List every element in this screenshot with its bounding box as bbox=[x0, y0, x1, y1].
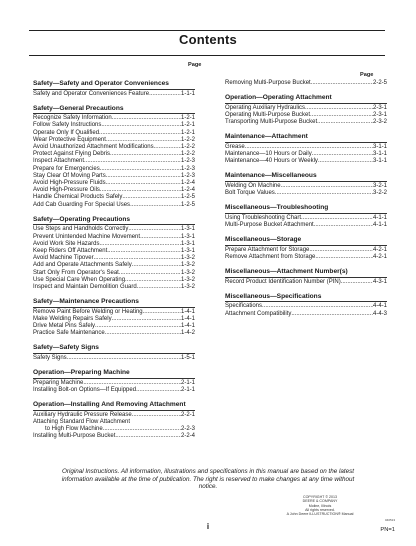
entry-page-number: 3-1-1 bbox=[372, 151, 387, 158]
dot-leader bbox=[83, 380, 181, 387]
toc-entry[interactable] bbox=[33, 166, 195, 173]
entry-page-number: 1-5-1 bbox=[180, 354, 195, 361]
entry-title: Using Troubleshooting Chart bbox=[225, 214, 302, 221]
dot-leader bbox=[100, 166, 181, 173]
entry-page-number: 1-2-3 bbox=[180, 172, 195, 179]
entry-page-number: 1-2-1 bbox=[180, 122, 195, 129]
dot-leader bbox=[143, 309, 181, 316]
dot-leader bbox=[67, 355, 181, 362]
page-title: Contents bbox=[179, 32, 237, 47]
dot-leader bbox=[149, 91, 181, 98]
entry-title: Make Welding Repairs Safely bbox=[33, 315, 112, 322]
dot-leader bbox=[310, 112, 373, 119]
entry-title: Attaching Standard Flow Attachment bbox=[33, 418, 131, 425]
entry-page-number: 1-2-4 bbox=[180, 187, 195, 194]
toc-entry[interactable] bbox=[33, 248, 195, 255]
dot-leader bbox=[128, 226, 181, 233]
entry-title: Removing Multi-Purpose Bucket bbox=[225, 80, 311, 86]
dot-leader bbox=[341, 279, 373, 286]
disclaimer-text: Original Instructions. All information, illustrations and specifications in this manual are based on the latest information available at the time of publication. The right is reserved to make changes at any time without notice. bbox=[61, 468, 355, 491]
entry-title: Avoid Machine Tipover bbox=[33, 255, 94, 262]
entry-page-number: 2-3-2 bbox=[372, 119, 387, 126]
section-title: Safety—Safety and Operator Conveniences bbox=[33, 80, 195, 90]
dot-leader bbox=[115, 433, 181, 440]
entry-title: Add Cab Guarding For Special Uses bbox=[33, 201, 131, 208]
dot-leader bbox=[317, 119, 373, 126]
toc-entry[interactable] bbox=[33, 387, 195, 394]
entry-page-number: 4-4-3 bbox=[372, 310, 387, 317]
title-rule-top bbox=[29, 30, 385, 31]
dot-leader bbox=[315, 254, 373, 261]
entry-title: Operating Multi-Purpose Bucket bbox=[225, 111, 311, 118]
toc-entry[interactable] bbox=[33, 309, 195, 316]
dot-leader bbox=[125, 277, 181, 284]
toc-section bbox=[225, 204, 387, 229]
entry-title: Handle Chemical Products Safely bbox=[33, 194, 123, 201]
toc-entry[interactable] bbox=[33, 234, 195, 241]
toc-entry[interactable] bbox=[33, 226, 195, 233]
entry-title: Avoid High-Pressure Fluids bbox=[33, 180, 106, 187]
dot-leader bbox=[100, 187, 181, 194]
dot-leader bbox=[106, 180, 181, 187]
entry-title: Follow Safety Instructions bbox=[33, 122, 102, 129]
pn-code: PN=1 bbox=[380, 527, 395, 533]
toc-entry[interactable] bbox=[33, 194, 195, 201]
toc-section bbox=[33, 105, 195, 209]
toc-entry[interactable] bbox=[33, 151, 195, 158]
entry-page-number: 4-1-1 bbox=[372, 222, 387, 229]
toc-section bbox=[33, 216, 195, 291]
entry-title: Inspect Attachment bbox=[33, 158, 85, 165]
toc-entry[interactable] bbox=[225, 190, 387, 197]
toc-section bbox=[225, 94, 387, 126]
toc-entry[interactable] bbox=[225, 311, 387, 318]
entry-page-number: 1-2-1 bbox=[180, 115, 195, 122]
toc-entry[interactable] bbox=[33, 158, 195, 165]
toc-entry[interactable] bbox=[225, 254, 387, 261]
copyright-line: A John Deere ILLUSTRUCTION® Manual bbox=[286, 512, 354, 517]
toc-entry[interactable] bbox=[225, 144, 387, 151]
entry-page-number: 1-3-1 bbox=[180, 233, 195, 240]
entry-page-number: 1-4-1 bbox=[180, 308, 195, 315]
toc-entry[interactable] bbox=[225, 303, 387, 310]
entry-title: Stay Clear Of Moving Parts bbox=[33, 172, 106, 179]
entry-title: Grease bbox=[225, 143, 245, 150]
entry-title: Wear Protective Equipment bbox=[33, 136, 106, 143]
dot-leader bbox=[95, 323, 181, 330]
dot-leader bbox=[314, 222, 373, 229]
toc-entry[interactable] bbox=[225, 183, 387, 190]
copyright-line: Moline, Illinois bbox=[308, 503, 332, 508]
copyright-block bbox=[270, 495, 370, 516]
toc-entry[interactable] bbox=[225, 80, 387, 87]
dot-leader bbox=[132, 412, 181, 419]
entry-page-number: 1-2-3 bbox=[180, 158, 195, 165]
dot-leader bbox=[99, 130, 181, 137]
toc-entry[interactable] bbox=[33, 262, 195, 269]
entry-page-number: 1-2-2 bbox=[180, 136, 195, 143]
toc-entry[interactable] bbox=[33, 130, 195, 137]
entry-title: Add and Operate Attachments Safely bbox=[33, 262, 132, 269]
dot-leader bbox=[275, 190, 373, 197]
toc-entry[interactable] bbox=[225, 105, 387, 112]
entry-page-number: 2-2-5 bbox=[372, 80, 387, 86]
copyright-line: All rights reserved. bbox=[305, 507, 335, 512]
entry-page-number: 2-1-1 bbox=[180, 386, 195, 393]
dot-leader bbox=[122, 194, 181, 201]
entry-page-number: 2-3-1 bbox=[372, 104, 387, 111]
toc-entry[interactable] bbox=[33, 323, 195, 330]
toc-entry[interactable] bbox=[33, 355, 195, 362]
toc-section bbox=[225, 268, 387, 286]
entry-title: Avoid Unauthorized Attachment Modifications bbox=[33, 144, 154, 151]
entry-page-number: 4-4-1 bbox=[372, 303, 387, 310]
dot-leader bbox=[110, 151, 181, 158]
entry-page-number: 1-2-1 bbox=[180, 129, 195, 136]
dot-leader bbox=[94, 255, 181, 262]
toc-section bbox=[225, 236, 387, 261]
dot-leader bbox=[99, 241, 181, 248]
entry-page-number: 1-3-1 bbox=[180, 247, 195, 254]
dot-leader bbox=[140, 234, 181, 241]
dot-leader bbox=[245, 144, 373, 151]
entry-page-number: 1-4-2 bbox=[180, 330, 195, 337]
entry-title: Multi-Purpose Bucket Attachment bbox=[225, 222, 314, 229]
toc-entry[interactable] bbox=[33, 180, 195, 187]
entry-title: Installing Bolt-on Options—If Equipped bbox=[33, 386, 137, 393]
entry-page-number: 2-3-1 bbox=[372, 111, 387, 118]
entry-page-number: 1-2-5 bbox=[180, 194, 195, 201]
toc-entry[interactable] bbox=[33, 412, 195, 419]
entry-title: Maintenance—40 Hours or Weekly bbox=[225, 158, 318, 165]
entry-title: Transporting Multi-Purpose Bucket bbox=[225, 119, 318, 126]
toc-entry[interactable] bbox=[225, 151, 387, 158]
dot-leader bbox=[130, 202, 181, 209]
entry-page-number: 2-2-3 bbox=[180, 426, 195, 432]
entry-title: Practice Safe Maintenance bbox=[33, 330, 105, 337]
toc-entry[interactable] bbox=[225, 279, 387, 286]
entry-page-number: 4-2-1 bbox=[372, 253, 387, 260]
dot-leader bbox=[103, 426, 181, 433]
entry-title: Maintenance—10 Hours or Daily bbox=[225, 151, 312, 158]
entry-title: Remove Attachment from Storage bbox=[225, 253, 316, 260]
entry-page-number: 1-4-1 bbox=[180, 323, 195, 330]
entry-page-number: 3-1-1 bbox=[372, 158, 387, 165]
dot-leader bbox=[132, 262, 181, 269]
entry-page-number: 1-3-2 bbox=[180, 255, 195, 262]
entry-page-number: 1-3-1 bbox=[180, 240, 195, 247]
section-title: Miscellaneous—Troubleshooting bbox=[225, 204, 387, 214]
toc-section bbox=[225, 80, 387, 87]
dot-leader bbox=[112, 115, 181, 122]
section-title: Operation—Operating Attachment bbox=[225, 94, 387, 104]
entry-title: Prepare for Emergencies bbox=[33, 165, 100, 172]
section-title: Safety—General Precautions bbox=[33, 105, 195, 115]
toc-column-left bbox=[33, 80, 195, 447]
section-title: Safety—Safety Signs bbox=[33, 344, 195, 354]
entry-title: Operate Only If Qualified bbox=[33, 129, 100, 136]
entry-page-number: 1-1-1 bbox=[180, 90, 195, 97]
entry-page-number: 4-2-1 bbox=[372, 246, 387, 253]
toc-section bbox=[33, 401, 195, 440]
toc-entry[interactable] bbox=[33, 316, 195, 323]
page-column-header-left: Page bbox=[188, 62, 202, 68]
entry-page-number: 3-2-1 bbox=[372, 182, 387, 189]
entry-title: Use Steps and Handholds Correctly bbox=[33, 226, 129, 233]
section-title: Miscellaneous—Specifications bbox=[225, 293, 387, 303]
toc-section bbox=[33, 369, 195, 394]
entry-title: Use Special Care When Operating bbox=[33, 276, 126, 283]
dot-leader bbox=[309, 247, 373, 254]
entry-title: Installing Multi-Purpose Bucket bbox=[33, 433, 116, 440]
toc-entry[interactable] bbox=[33, 330, 195, 337]
entry-page-number: 1-2-4 bbox=[180, 180, 195, 187]
dot-leader bbox=[311, 80, 373, 87]
page-column-header-right: Page bbox=[360, 72, 374, 78]
entry-title: to High Flow Machine bbox=[45, 426, 103, 432]
dot-leader bbox=[107, 248, 181, 255]
dot-leader bbox=[136, 387, 181, 394]
toc-entry[interactable] bbox=[225, 222, 387, 229]
toc-entry[interactable] bbox=[33, 91, 195, 98]
entry-page-number: 1-3-1 bbox=[180, 226, 195, 233]
toc-entry[interactable] bbox=[33, 122, 195, 129]
dot-leader bbox=[262, 303, 373, 310]
entry-title: Recognize Safety Information bbox=[33, 115, 112, 122]
toc-entry[interactable] bbox=[33, 241, 195, 248]
entry-title: Remove Paint Before Welding or Heating bbox=[33, 308, 143, 315]
section-title: Maintenance—Attachment bbox=[225, 133, 387, 143]
toc-section bbox=[225, 172, 387, 197]
entry-page-number: 4-3-1 bbox=[372, 278, 387, 285]
page-number: i bbox=[206, 522, 210, 531]
toc-entry[interactable] bbox=[33, 202, 195, 209]
toc-entry[interactable] bbox=[225, 215, 387, 222]
dot-leader bbox=[84, 158, 181, 165]
entry-page-number: 1-2-5 bbox=[180, 201, 195, 208]
dot-leader bbox=[101, 122, 181, 129]
entry-page-number: 1-3-2 bbox=[180, 283, 195, 290]
section-title: Safety—Maintenance Precautions bbox=[33, 298, 195, 308]
dot-leader bbox=[106, 173, 181, 180]
toc-entry[interactable] bbox=[33, 426, 195, 433]
entry-title: Bolt Torque Values bbox=[225, 190, 275, 197]
toc-entry[interactable] bbox=[33, 284, 195, 291]
dot-leader bbox=[281, 183, 373, 190]
entry-page-number: 2-1-1 bbox=[180, 379, 195, 386]
dot-leader bbox=[137, 284, 181, 291]
entry-page-number: 1-2-3 bbox=[180, 165, 195, 172]
entry-title: Avoid High-Pressure Oils bbox=[33, 187, 100, 194]
toc-entry[interactable] bbox=[33, 277, 195, 284]
toc-section bbox=[33, 344, 195, 362]
dot-leader bbox=[318, 158, 373, 165]
copyright-line: COPYRIGHT © 2013 bbox=[303, 495, 337, 499]
section-title: Maintenance—Miscellaneous bbox=[225, 172, 387, 182]
toc-section bbox=[225, 293, 387, 318]
entry-page-number: 3-2-2 bbox=[372, 190, 387, 197]
dot-leader bbox=[112, 316, 181, 323]
dot-leader bbox=[291, 311, 373, 318]
copyright-line: DEERE & COMPANY bbox=[302, 499, 338, 504]
toc-entry[interactable] bbox=[225, 247, 387, 254]
entry-title: Operating Auxiliary Hydraulics bbox=[225, 104, 306, 111]
entry-page-number: 3-1-1 bbox=[372, 143, 387, 150]
entry-title: Prepare Attachment for Storage bbox=[225, 246, 310, 253]
entry-page-number: 1-4-1 bbox=[180, 315, 195, 322]
entry-title: Safety and Operator Conveniences Feature bbox=[33, 90, 150, 97]
entry-title: Protect Against Flying Debris bbox=[33, 151, 111, 158]
toc-entry[interactable] bbox=[33, 187, 195, 194]
entry-page-number: 1-3-2 bbox=[180, 269, 195, 276]
entry-page-number: 2-2-4 bbox=[180, 433, 195, 440]
entry-page-number: 4-1-1 bbox=[372, 214, 387, 221]
entry-title: Inspect and Maintain Demolition Guard bbox=[33, 283, 137, 290]
toc-entry[interactable] bbox=[225, 112, 387, 119]
toc-entry[interactable] bbox=[33, 380, 195, 387]
document-code: 040513 bbox=[384, 518, 395, 522]
entry-title: Specifications bbox=[225, 303, 263, 310]
dot-leader bbox=[105, 330, 181, 337]
toc-entry[interactable] bbox=[33, 419, 195, 426]
section-title: Miscellaneous—Storage bbox=[225, 236, 387, 246]
toc-section bbox=[33, 80, 195, 98]
title-rule-bottom bbox=[29, 55, 385, 56]
entry-title: Record Product Identification Number (PIN) bbox=[225, 278, 341, 285]
dot-leader bbox=[119, 270, 181, 277]
entry-page-number: 1-2-2 bbox=[180, 151, 195, 158]
entry-title: Safety Signs bbox=[33, 354, 67, 361]
entry-title: Drive Metal Pins Safely bbox=[33, 323, 96, 330]
toc-entry[interactable] bbox=[33, 144, 195, 151]
toc-entry[interactable] bbox=[225, 158, 387, 165]
entry-page-number: 1-2-2 bbox=[180, 144, 195, 151]
entry-title: Attachment Compatibility bbox=[225, 310, 292, 317]
entry-page-number: 1-3-2 bbox=[180, 276, 195, 283]
toc-entry[interactable] bbox=[33, 255, 195, 262]
toc-column-right bbox=[225, 80, 387, 325]
toc-entry[interactable] bbox=[33, 115, 195, 122]
section-title: Operation—Installing And Removing Attachment bbox=[33, 401, 195, 411]
toc-section bbox=[33, 298, 195, 337]
toc-entry[interactable] bbox=[33, 173, 195, 180]
entry-page-number: 2-2-1 bbox=[180, 411, 195, 418]
section-title: Safety—Operating Precautions bbox=[33, 216, 195, 226]
toc-entry[interactable] bbox=[33, 433, 195, 440]
entry-title: Auxiliary Hydraulic Pressure Release bbox=[33, 411, 132, 418]
toc-entry[interactable] bbox=[33, 137, 195, 144]
section-title: Miscellaneous—Attachment Number(s) bbox=[225, 268, 387, 278]
dot-leader bbox=[154, 144, 181, 151]
entry-title: Avoid Work Site Hazards bbox=[33, 240, 100, 247]
entry-page-number: 1-3-2 bbox=[180, 262, 195, 269]
dot-leader bbox=[312, 151, 373, 158]
dot-leader bbox=[106, 137, 181, 144]
toc-entry[interactable] bbox=[33, 270, 195, 277]
entry-title: Keep Riders Off Attachment bbox=[33, 247, 108, 254]
entry-title: Start Only From Operator's Seat bbox=[33, 269, 119, 276]
entry-title: Prevent Unintended Machine Movement bbox=[33, 233, 141, 240]
section-title: Operation—Preparing Machine bbox=[33, 369, 195, 379]
dot-leader bbox=[301, 215, 373, 222]
entry-title: Preparing Machine bbox=[33, 379, 84, 386]
dot-leader bbox=[305, 105, 373, 112]
entry-title: Welding On Machine bbox=[225, 182, 281, 189]
toc-section bbox=[225, 133, 387, 165]
toc-entry[interactable] bbox=[225, 119, 387, 126]
